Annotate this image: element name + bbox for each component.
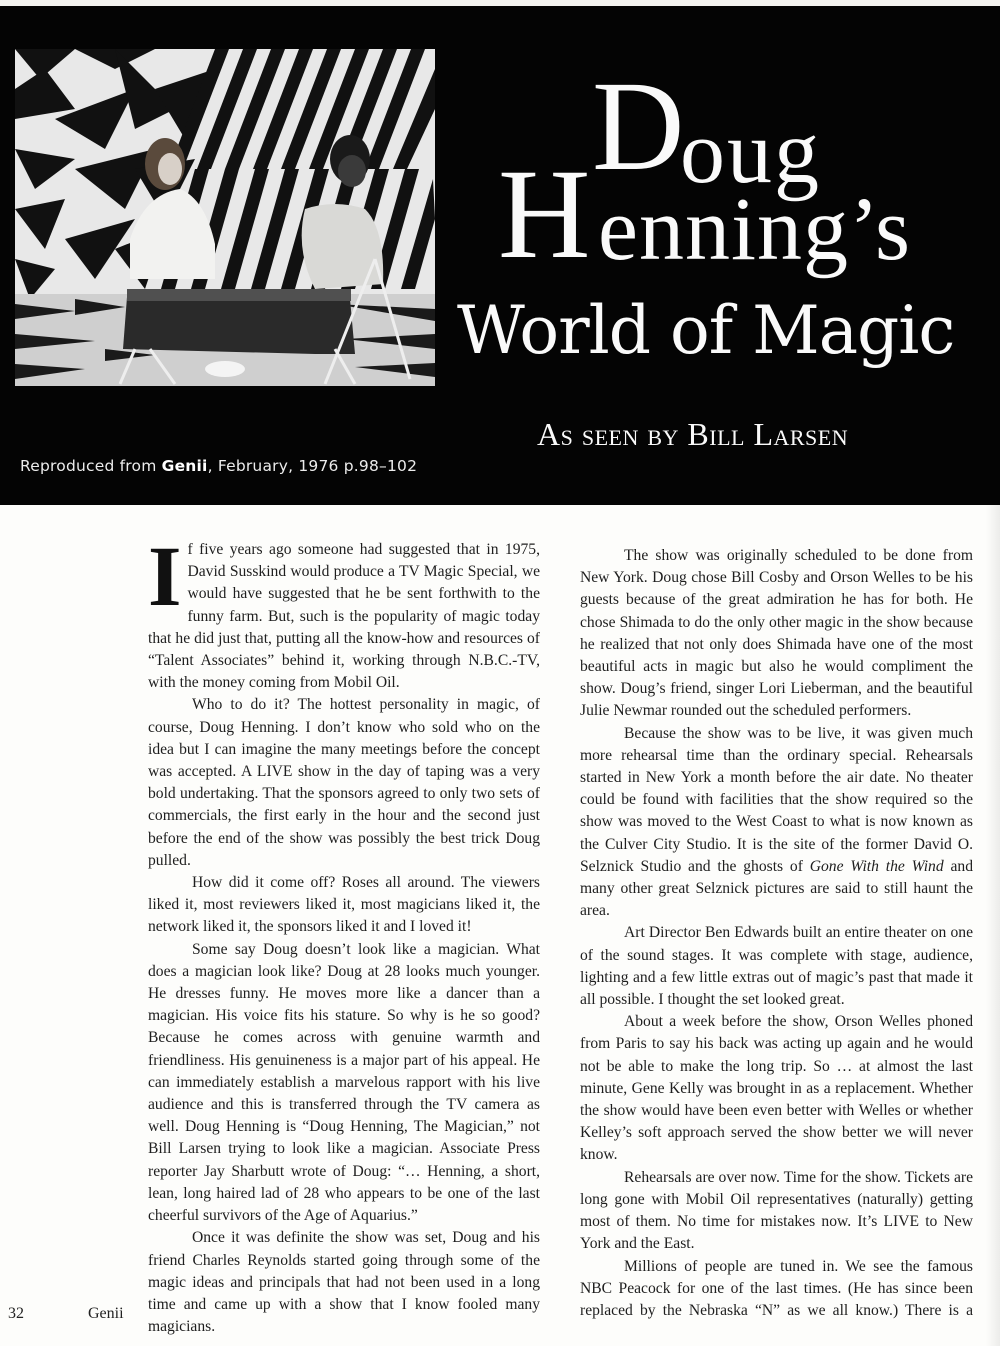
paragraph-text: f five years ago someone had suggested that in 1975, David Susskind would produce a TV Magic Special, we would have suggested that he be sent forthwith to the funny farm. But, such is the popularity of magic today that he did just that, putting all the know-how and resources of “Talent Associates” behind it, working through N.B.C.-TV, with the money coming from Mobil Oil. [148,541,540,692]
paragraph: Some say Doug doesn’t look like a magician. What does a magician look like? Doug at 28 looks much younger. He dresses funny. He moves more like a dancer than a magician. His voice fits his stature. So why is he so good? Because he comes across with genuine warmth and friendliness. His genuineness is a major part of his appeal. He can immediately establish a marvelous rapport with his live audience and this is transferred through the TV camera as well. Doug Henning is “Doug Henning, The Magician,” not Bill Larsen trying to look like a magician. Associate Press reporter Jay Sharbutt wrote of Doug: “… Henning, a short, lean, long haired lad of 28 who appears to be one of the last cheerful survivors of the Age of Aquarius.” [148,940,540,1225]
article-title [0,0,1000,505]
page-edge-shadow [986,505,1000,1346]
paragraph: Who to do it? The hottest personality in magic, of course, Doug Henning. I don’t know who sold who on the idea but I can imagine the many meetings before the concept was accepted. A LIVE show in the day of taping was a very bold undertaking. That the sponsors agreed to only two sets of commercials, the first early in the hour and the second just before the end of the show was possibly the best trick Doug pulled. [148,696,540,869]
paragraph: Once it was definite the show was set, Doug and his friend Charles Reynolds started going through some of the magic ideas and principals that had not been used in a long time and came up with a show that I know fooled many magicians. [148,1229,540,1336]
paragraph: How did it come off? Roses all around. The viewers liked it, most reviewers liked it, most magicians liked it, the network liked it, the sponsors liked it and I loved it! [148,874,540,936]
paragraph: About a week before the show, Orson Welles phoned from Paris to say his back was acting up again and he would not be able to make the long trip. So … at almost the last minute, Gene Kelly was brought in as a replacement. Whether the show would have been even better with Welles or whether Kelley’s soft approach served the show better we will never know. [580,1013,973,1164]
article-column-right [580,545,973,1322]
page-number: 32 [8,1305,24,1322]
title-henning-rest: enning’s [598,180,911,279]
title-henning-initial: H [498,143,591,285]
paragraph-text: and many other great Selznick pictures are said to still haunt the area. [580,857,973,920]
title-world-of-magic: World of Magic [457,292,955,369]
source-prefix: Reproduced from [20,457,162,475]
source-magazine: Genii [161,457,208,475]
source-suffix: , February, 1976 p.98–102 [207,457,418,475]
title-doug-rest: oug [680,103,821,202]
paragraph: Millions of people are tuned in. We see the famous NBC Peacock for one of the last times. (He has since been replaced by the Nebraska “N” as we all know.) There is a [580,1257,973,1319]
paragraph: Art Director Ben Edwards built an entire theater on one of the sound stages. It was complete with stage, audience, lighting and a few little extras out of magic’s past that made it all possible. I thought the set looked great. [580,924,973,1009]
paragraph [580,723,973,923]
paragraph: The show was originally scheduled to be done from New York. Doug chose Bill Cosby and Orson Welles to be his guests because of the great admiration he has for both. He chose Shimada to do the only other magic in the show because he realized that not only does Shimada have one of the most beautiful acts in magic but also he would compliment the show. Doug’s friend, singer Lori Lieberman, and the beautiful Julie Newmar rounded out the scheduled performers. [580,547,973,720]
source-credit [20,457,417,476]
paragraph: Rehearsals are over now. Time for the show. Tickets are long gone with Mobil Oil representatives (naturally) getting most of them. No time for mistakes now. It’s LIVE to New York and the East. [580,1168,973,1253]
film-title: Gone With the Wind [809,857,944,875]
paragraph-text: Because the show was to be live, it was given much more rehearsal time than the ordinary special. Rehearsals started in New York a month before the air date. No theater could be found with facilities that the show required so the show was moved to the West Coast to what is now known as the Culver City Studio. It is the site of the former David O. Selznick Studio and the ghosts of [580,724,973,875]
byline: As seen by Bill Larsen [537,416,849,452]
title-doug-initial: D [592,55,685,197]
paragraph [148,528,540,694]
article-column-left [148,528,540,1338]
running-footer-magazine: Genii [88,1305,124,1322]
drop-cap: I [148,528,182,624]
